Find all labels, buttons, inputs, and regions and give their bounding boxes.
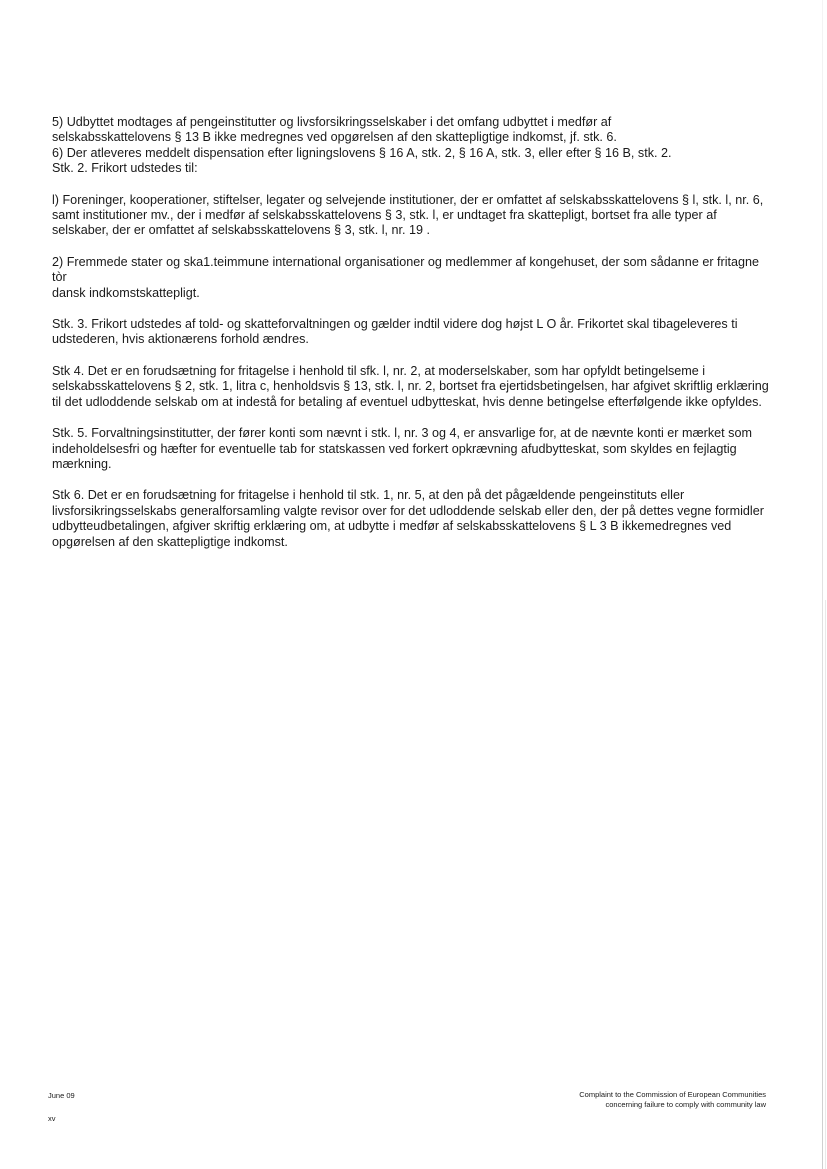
footer-date: June 09 — [48, 1091, 75, 1100]
footer-right — [466, 1090, 766, 1109]
stk-2-item-2-line-1: 2) Fremmede stater og ska1.teimmune international organisationer og medlemmer af kongehuset, der som sådanne er fritagne tòr — [52, 254, 760, 285]
paragraph-6: 6) Der atleveres meddelt dispensation efter ligningslovens § 16 A, stk. 2, § 16 A, stk. 3, eller efter § 16 B, stk. 2. — [52, 145, 672, 160]
scan-edge-line — [822, 0, 823, 1169]
stk-4: Stk 4. Det er en forudsætning for fritagelse i henhold til sfk. l, nr. 2, at moderselskaber, som har opfyldt betingelseme i selskabsskattelovens § 2, stk. 1, litra c, henholdsvis § 13, stk. l, nr. 2, bortset fra ejertidsbetingelsen, har afgivet skriftlig erklæring til det udloddende selskab om at indestå for betaling af eventuel udbytteskat, hvis denne betingelse efterfølgende ikke opfyldes. — [52, 363, 769, 409]
footer-title-line-2: concerning failure to comply with community law — [605, 1099, 766, 1109]
stk-5: Stk. 5. Forvaltningsinstitutter, der fører konti som nævnt i stk. l, nr. 3 og 4, er ansvarlige for, at de nævnte konti er mærket som indeholdelsesfri og hæfter for eventuelle tab for statskassen ved forkert opkrævning afudbytteskat, som skyldes en fejlagtig mærkning. — [52, 426, 752, 471]
scan-edge-line-secondary — [825, 600, 826, 1169]
stk-2-item-1: l) Foreninger, kooperationer, stiftelser, legater og selvejende institutioner, der er omfattet af selskabsskattelovens § l, stk. l, nr. 6, samt institutioner mv., der i medfør af selskabsskattelovens § 3, stk. l, er undtaget fra skattepligt, bortset fra alle typer af selskaber, der er omfattet af selskabsskattelovens § 3, stk. l, nr. 19 . — [52, 192, 764, 238]
stk-3: Stk. 3. Frikort udstedes af told- og skatteforvaltningen og gælder indtil videre dog højst L O år. Frikortet skal tibageleveres ti udstederen, hvis aktionærens forhold ændres. — [52, 317, 738, 347]
paragraph-5-line-2: selskabsskattelovens § 13 B ikke medregnes ved opgørelsen af den skattepligtige indkomst, jf. stk. 6. — [52, 130, 617, 145]
footer-page-number: xv — [48, 1114, 56, 1123]
stk-2-item-2-line-2: dansk indkomstskattepligt. — [52, 285, 200, 300]
footer-title-line-1: Complaint to the Commission of European Communities — [579, 1090, 766, 1099]
footer-left — [48, 1090, 75, 1124]
document-body — [52, 115, 774, 550]
stk-6: Stk 6. Det er en forudsætning for fritagelse i henhold til stk. 1, nr. 5, at den på det pågældende pengeinstituts eller livsforsikringsselskabs generalforsamling valgte revisor over for det udloddende selskab eller den, der på dettes vegne formidler udbytteudbetalingen, afgiver skriftig erklæring om, at udbytte i medfør af selskabsskattelovens § L 3 B ikkemedregnes ved opgørelsen af den skattepligtige indkomst. — [52, 488, 764, 549]
paragraph-5-line-1: 5) Udbyttet modtages af pengeinstitutter og livsforsikringsselskaber i det omfang udbyttet i medfør af — [52, 115, 612, 129]
stk-2-heading: Stk. 2. Frikort udstedes til: — [52, 161, 198, 176]
